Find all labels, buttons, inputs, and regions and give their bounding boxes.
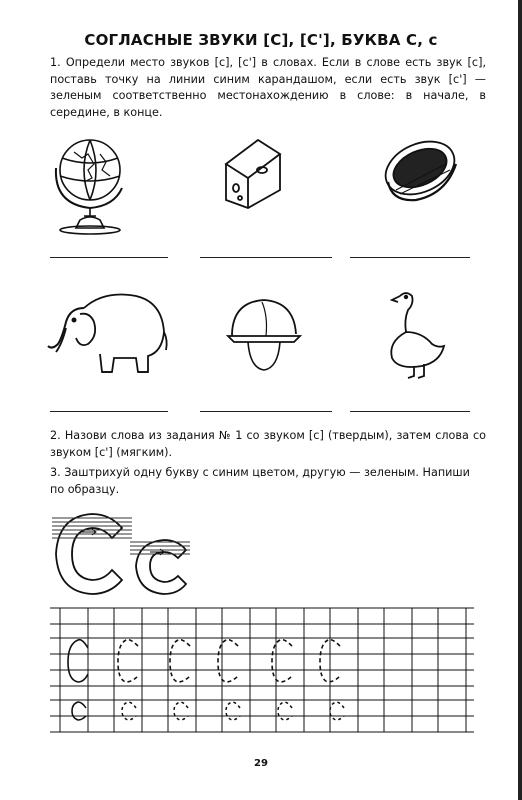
task-1 [50,55,486,121]
grid-letter-dashed [122,702,136,720]
grid-row-lower [72,702,344,720]
elephant-icon [44,288,170,378]
sample-letters-outline [52,510,192,598]
page-title: СОГЛАСНЫЕ ЗВУКИ [С], [С'], БУКВА С, с [84,31,438,49]
grid-letter-dashed [226,702,240,720]
grid-letter-dashed [170,640,190,682]
task-2 [50,428,486,461]
globe-icon [44,128,134,238]
task-1-text: Определи место звуков [с], [с'] в словах. Если в слове есть звук [с], поставь точку на линии синим карандашом, если есть звук [с'] — зеленым соответственно местонахождению в слове: в начале, в середине, в конце. [50,56,486,119]
grid-letter-dashed [330,702,344,720]
task-2-text: Назови слова из задания № 1 со звуком [с] (твердым), затем слова со звуком [с'] (мягким). [50,429,486,459]
cheese-icon [218,134,288,214]
scan-edge [516,0,522,800]
writing-grid [50,608,474,736]
page-number: 29 [254,758,268,769]
lower-c-outline [136,540,186,594]
answer-line-goose [350,411,470,412]
sieve-icon [376,134,462,214]
answer-line-helmet [200,411,332,412]
grid-letter-dashed [118,640,138,682]
task-1-number: 1. [50,56,61,69]
grid-letter-solid [72,702,86,720]
answer-line-cheese [200,257,332,258]
grid-letter-solid [68,640,88,682]
goose-icon [378,286,448,382]
task-3-text: Заштрихуй одну букву с синим цветом, другую — зеленым. Напиши по образцу. [50,466,470,496]
grid-letter-dashed [218,640,238,682]
grid-letter-dashed [174,702,188,720]
task-2-number: 2. [50,429,61,442]
answer-line-sieve [350,257,470,258]
grid-letter-dashed [278,702,292,720]
task-3-number: 3. [50,466,61,479]
answer-line-elephant [50,411,168,412]
helmet-icon [222,292,306,376]
grid-letter-dashed [272,640,292,682]
answer-line-globe [50,257,168,258]
grid-row-upper [68,640,340,682]
task-3 [50,465,486,498]
